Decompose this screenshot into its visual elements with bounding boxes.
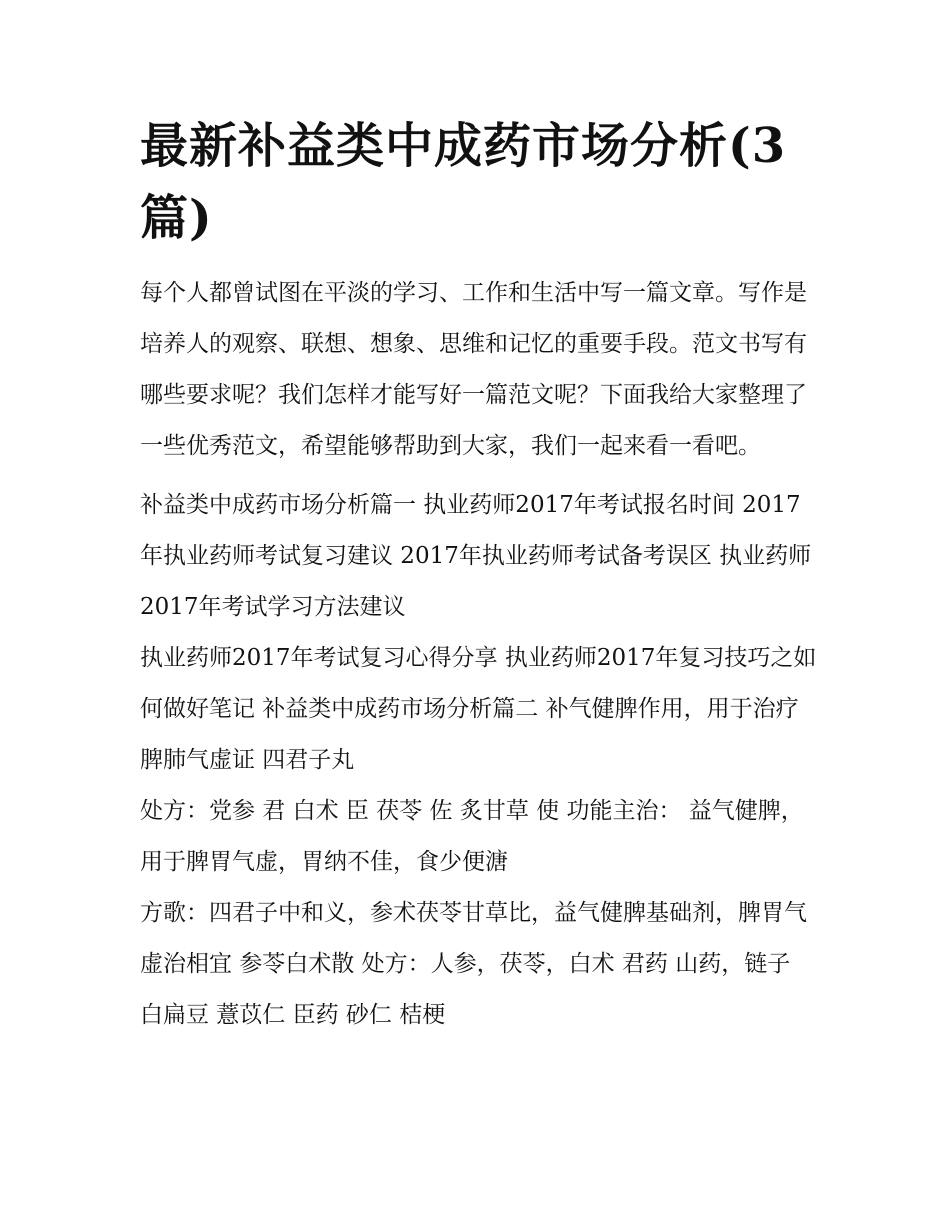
intro-paragraph: 每个人都曾试图在平淡的学习、工作和生活中写一篇文章。写作是培养人的观察、联想、想象、思维和记忆的重要手段。范文书写有哪些要求呢？我们怎样才能写好一篇范文呢？下面我给大家整理了一些优秀范文，希望能够帮助到大家，我们一起来看一看吧。 [140,280,807,459]
body-paragraph-4: 方歌：四君子中和义，参术茯苓甘草比，益气健脾基础剂，脾胃气虚治相宜 参苓白术散 处方：人参，茯苓，白术 君药 山药，链子 白扁豆 薏苡仁 臣药 砂仁 桔梗 [140,900,807,1028]
body-paragraph-2: 执业药师2017年考试复习心得分享 执业药师2017年复习技巧之如何做好笔记 补益类中成药市场分析篇二 补气健脾作用，用于治疗脾肺气虚证 四君子丸 [140,645,817,773]
document-title: 最新补益类中成药市场分析(3篇) [140,118,787,246]
document-page [140,110,820,1041]
body-paragraph-3: 处方：党参 君 白术 臣 茯苓 佐 炙甘草 使 功能主治： 益气健脾，用于脾胃气虚，胃纳不佳，食少便溏 [140,798,804,875]
body-paragraph-1: 补益类中成药市场分析篇一 执业药师2017年考试报名时间 2017年执业药师考试复习建议 2017年执业药师考试备考误区 执业药师2017年考试学习方法建议 [140,492,812,620]
